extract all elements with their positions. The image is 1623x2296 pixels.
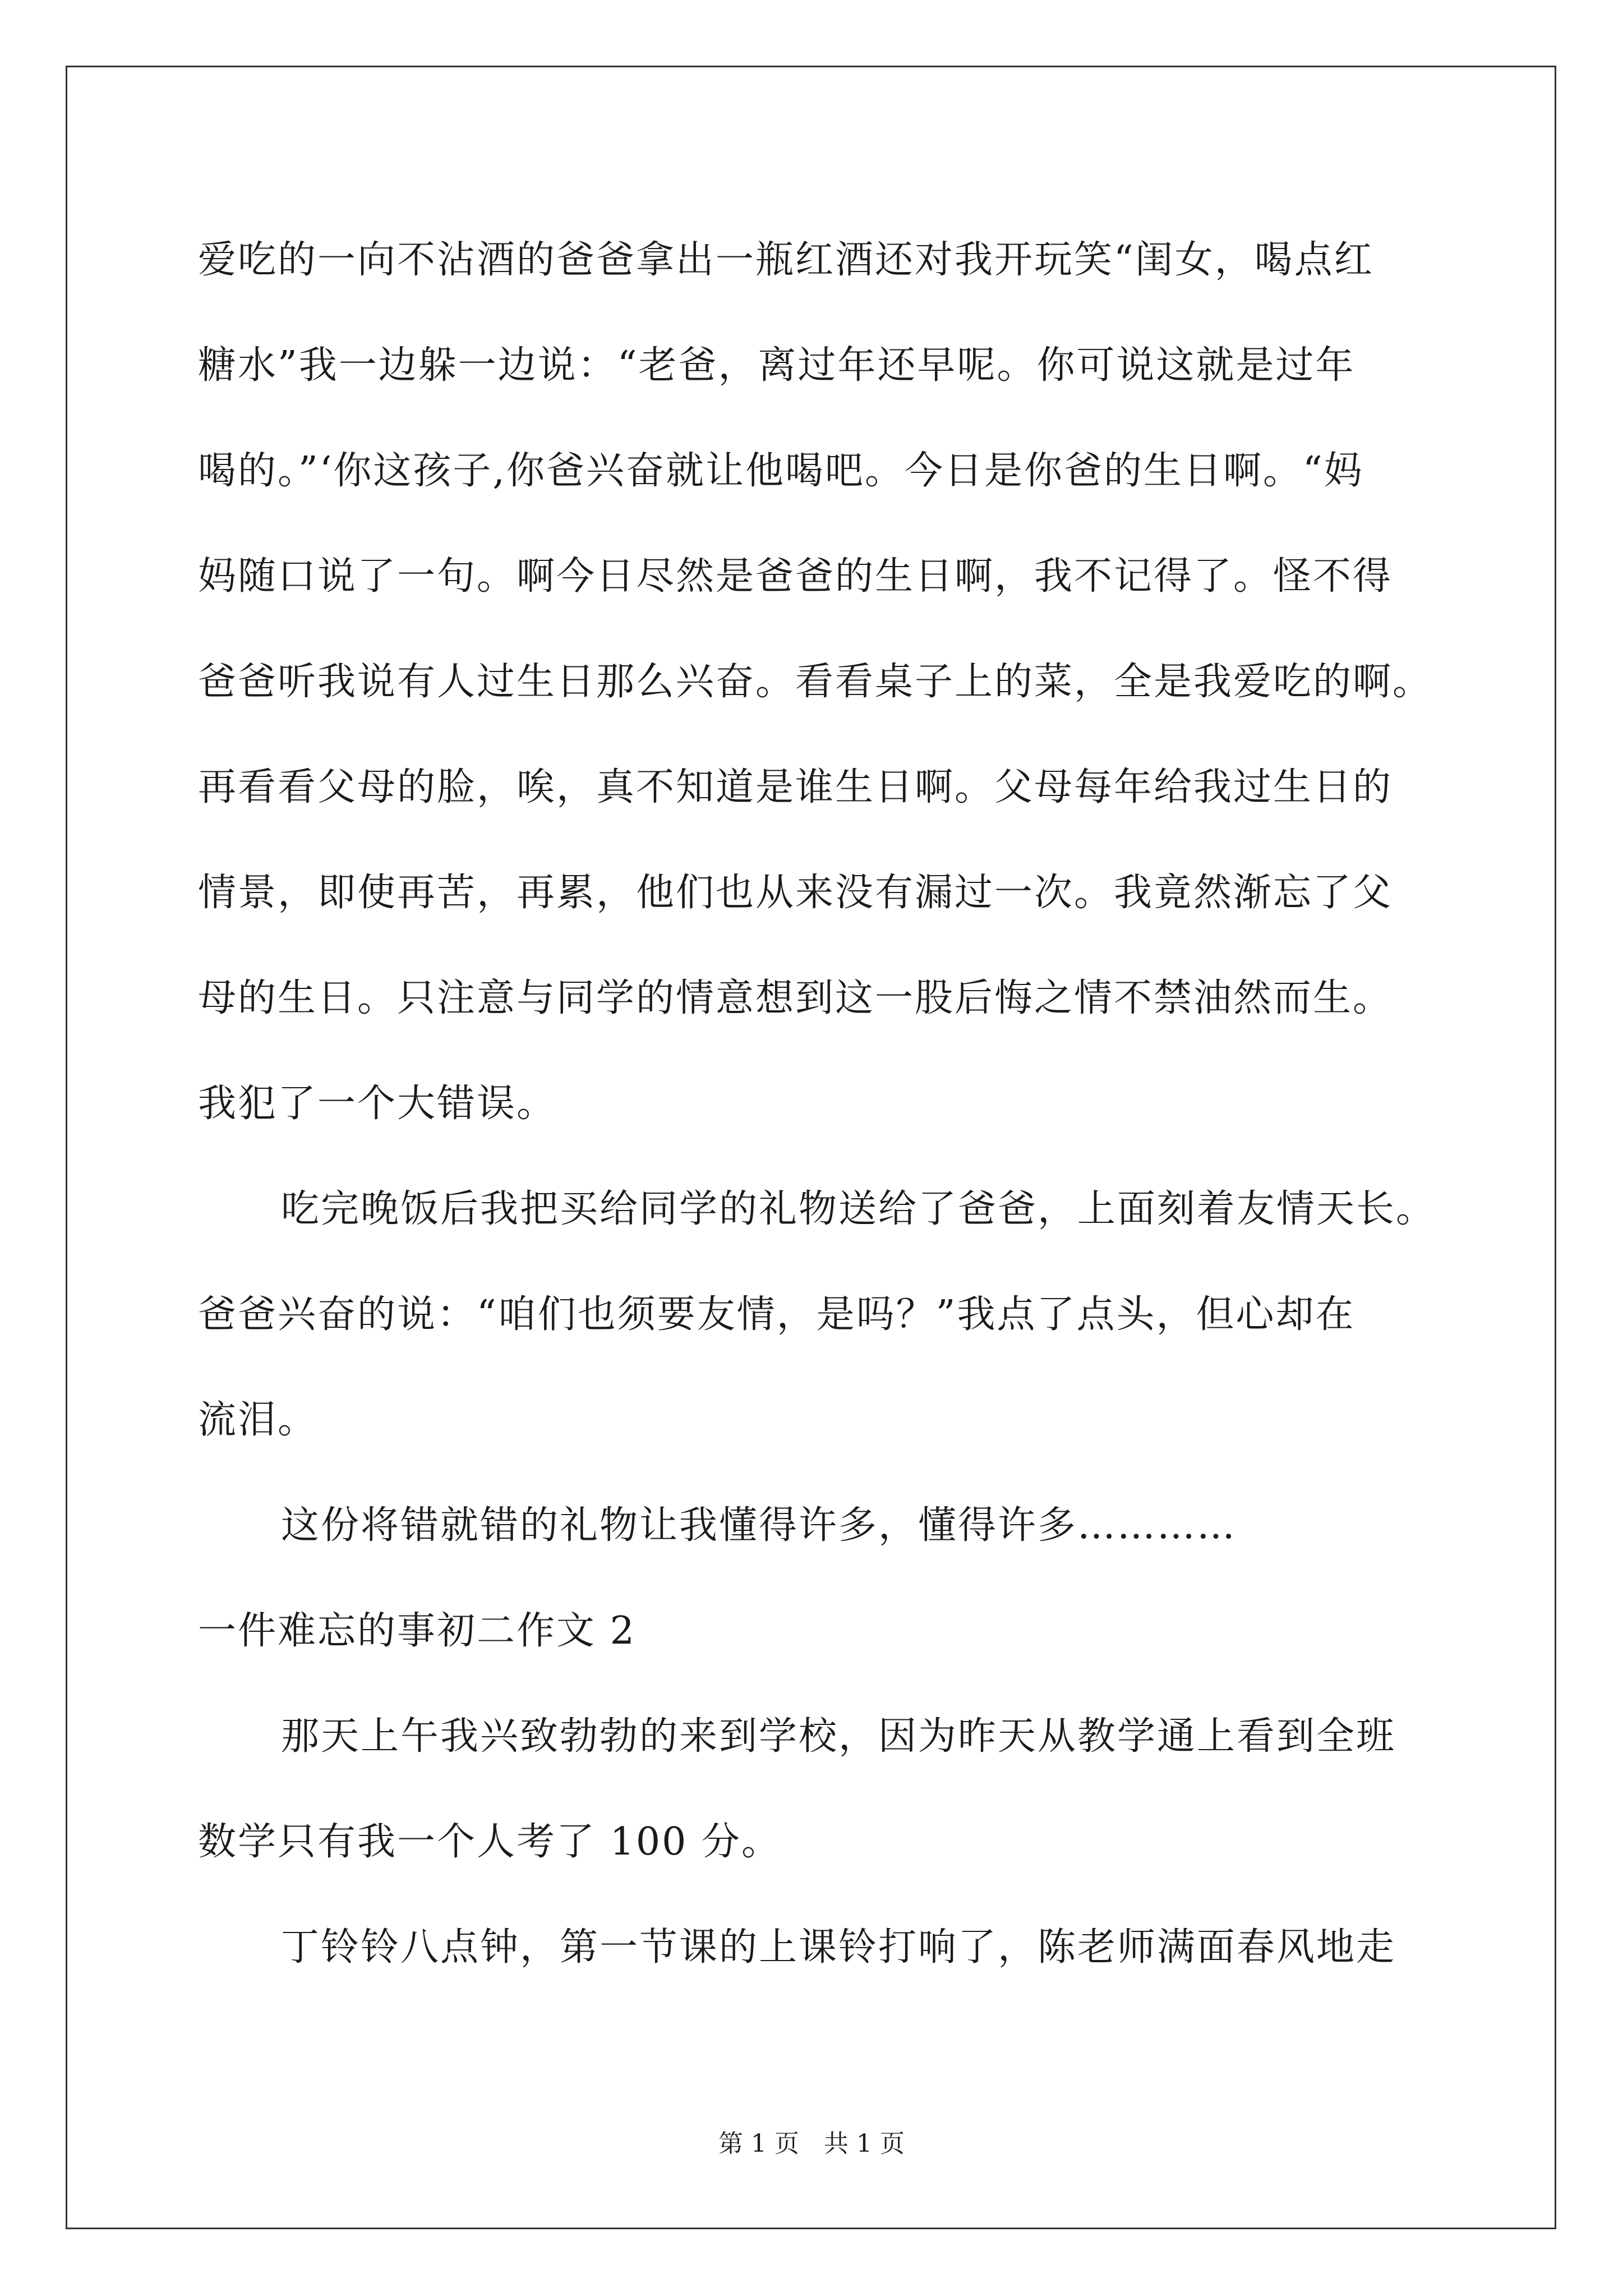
text-line-6: 再看看父母的脸，唉，真不知道是谁生日啊。父母每年给我过生日的 bbox=[198, 765, 1393, 809]
text-line-9: 我犯了一个大错误。 bbox=[198, 1082, 557, 1126]
text-line-2: 糖水”我一边躲一边说：“老爸，离过年还早呢。你可说这就是过年 bbox=[198, 343, 1355, 388]
text-line-15: 那天上午我兴致勃勃的来到学校，因为昨天从教学通上看到全班 bbox=[281, 1714, 1396, 1759]
text-line-10: 吃完晚饭后我把买给同学的礼物送给了爸爸，上面刻着友情天长。 bbox=[281, 1187, 1436, 1231]
text-line-16: 数学只有我一个人考了 100 分。 bbox=[198, 1820, 782, 1864]
text-line-17: 丁铃铃八点钟，第一节课的上课铃打响了，陈老师满面春风地走 bbox=[281, 1925, 1396, 1970]
text-line-5: 爸爸听我说有人过生日那么兴奋。看看桌子上的菜，全是我爱吃的啊。 bbox=[198, 660, 1433, 704]
text-line-4: 妈随口说了一句。啊今日尽然是爸爸的生日啊，我不记得了。怪不得 bbox=[198, 554, 1393, 599]
text-line-8: 母的生日。只注意与同学的情意想到这一股后悔之情不禁油然而生。 bbox=[198, 976, 1393, 1020]
section-heading: 一件难忘的事初二作文 2 bbox=[198, 1609, 636, 1653]
text-line-1: 爱吃的一向不沾酒的爸爸拿出一瓶红酒还对我开玩笑“闺女，喝点红 bbox=[198, 238, 1374, 282]
text-line-11: 爸爸兴奋的说：“咱们也须要友情，是吗？”我点了点头，但心却在 bbox=[198, 1292, 1355, 1337]
page-footer: 第 1 页 共 1 页 bbox=[718, 2129, 905, 2158]
document-body bbox=[198, 208, 1436, 2000]
text-line-7: 情景，即使再苦，再累，他们也从来没有漏过一次。我竟然渐忘了父 bbox=[198, 871, 1393, 915]
text-line-13: 这份将错就错的礼物让我懂得许多，懂得许多………… bbox=[281, 1503, 1237, 1548]
text-line-3: 喝的。”‘你这孩子,你爸兴奋就让他喝吧。今日是你爸的生日啊。“妈 bbox=[198, 449, 1364, 493]
text-line-12: 流泪。 bbox=[198, 1398, 318, 1442]
